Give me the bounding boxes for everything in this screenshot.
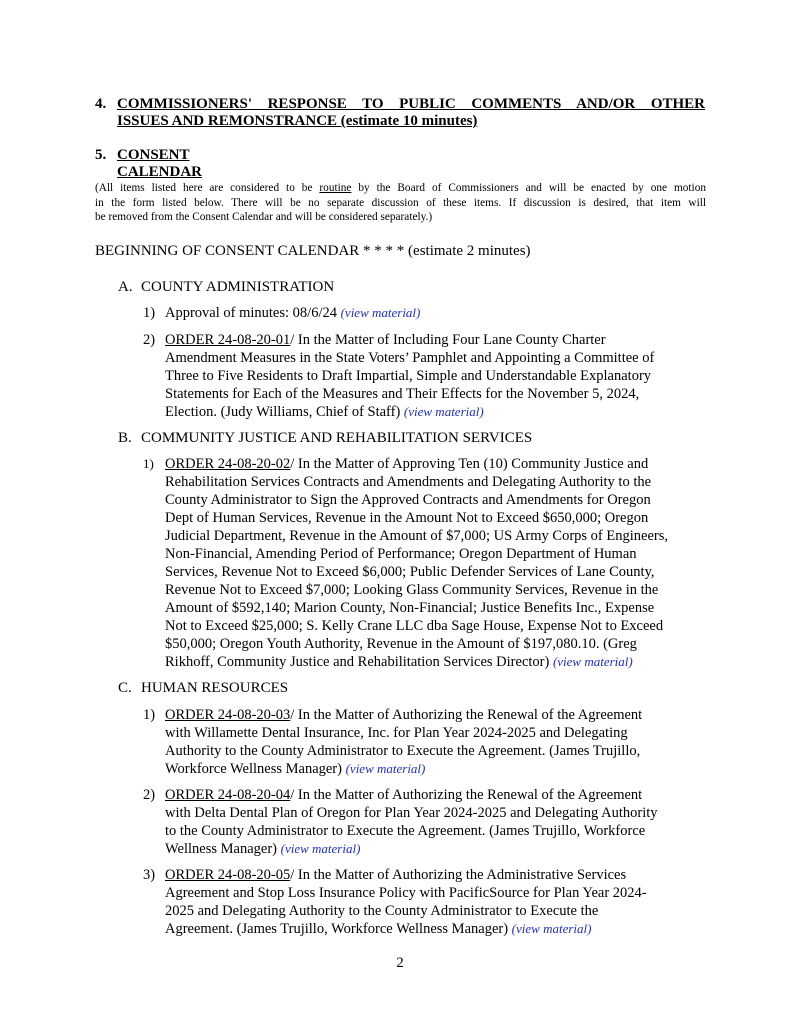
order-number: ORDER 24-08-20-04 [165, 787, 291, 803]
view-material-link[interactable]: (view material) [340, 305, 421, 320]
section-5-title: CONSENT CALENDAR [117, 147, 203, 180]
section-4-title-line-2: ISSUES AND REMONSTRANCE (estimate 10 minutes) [117, 113, 478, 129]
agenda-item-a2: 2) ORDER 24-08-20-01/ In the Matter of Including Four Lane County Charter Amendment Measures in the State Voters’ Pamphlet and Appointing a Committee of Three to Five Residents to Draft Impartial, Simple and Understandable Explanatory Statements for Each of the Measures and Their Effects for the November 5, 2024, Election. (Judy Williams, Chief of Staff) (view material) [143, 332, 655, 420]
section-4-title-line-1: COMMISSIONERS' RESPONSE TO PUBLIC COMMENTS AND/OR OTHER [117, 96, 705, 112]
view-material-link[interactable]: (view material) [280, 841, 361, 856]
order-number: ORDER 24-08-20-03 [165, 707, 291, 723]
category-county-administration: A. COUNTY ADMINISTRATION [118, 279, 335, 295]
view-material-link[interactable]: (view material) [552, 654, 633, 669]
page-number: 2 [396, 955, 404, 971]
agenda-item-c2: 2) ORDER 24-08-20-04/ In the Matter of Authorizing the Renewal of the Agreement with Delta Dental Plan of Oregon for Plan Year 2024-2025 and Delegating Authority to the County Administrator to Execute the Agreement. (James Trujillo, Workforce Wellness Manager) (view material) [143, 787, 658, 857]
section-5-number: 5. [95, 147, 107, 163]
view-material-link[interactable]: (view material) [345, 761, 426, 776]
view-material-link[interactable]: (view material) [403, 404, 484, 419]
category-human-resources: C. HUMAN RESOURCES [118, 680, 289, 696]
routine-underline: routine [319, 182, 352, 194]
category-community-justice: B. COMMUNITY JUSTICE AND REHABILITATION SERVICES [118, 430, 533, 446]
order-number: ORDER 24-08-20-05 [165, 867, 291, 883]
section-4-number: 4. [95, 96, 107, 112]
order-number: ORDER 24-08-20-02 [165, 456, 291, 472]
beginning-consent-calendar: BEGINNING OF CONSENT CALENDAR * * * * (estimate 2 minutes) [95, 243, 531, 259]
agenda-item-a1: 1) Approval of minutes: 08/6/24 (view material) [143, 305, 421, 321]
order-number: ORDER 24-08-20-01 [165, 332, 291, 348]
agenda-item-c1: 1) ORDER 24-08-20-03/ In the Matter of Authorizing the Renewal of the Agreement with Willamette Dental Insurance, Inc. for Plan Year 2024-2025 and Delegating Authority to the County Administrator to Execute the Agreement. (James Trujillo, Workforce Wellness Manager) (view material) [143, 707, 643, 777]
agenda-item-b1: 1) ORDER 24-08-20-02/ In the Matter of Approving Ten (10) Community Justice and Rehabilitation Services Contracts and Amendments and Delegating Authority to the County Administrator to Sign the Approved Contracts and Amendments for Oregon Dept of Human Services, Revenue in the Amount Not to Exceed $650,000; Oregon Judicial Department, Revenue in the Amount of $7,000; US Army Corps of Engineers, Non-Financial, Amending Period of Performance; Oregon Department of Human Services, Revenue Not to Exceed $6,000; Public Defender Services of Lane County, Revenue Not to Exceed $7,000; Looking Glass Community Services, Revenue in the Amount of $592,140; Marion County, Non-Financial; Justice Benefits Inc., Expense Not to Exceed $25,000; S. Kelly Crane LLC dba Sage House, Expense Not to Exceed $50,000; Oregon Youth Authority, Revenue in the Amount of $197,080.10. (Greg Rikhoff, Community Justice and Rehabilitation Services Director) (view material) [143, 456, 668, 670]
view-material-link[interactable]: (view material) [511, 921, 592, 936]
agenda-item-c3: 3) ORDER 24-08-20-05/ In the Matter of Authorizing the Administrative Services Agreement and Stop Loss Insurance Policy with PacificSource for Plan Year 2024- 2025 and Delegating Authority to the County Administrator to Execute the Agreement. (James Trujillo, Workforce Wellness Manager) (view material) [143, 867, 647, 937]
consent-note: (All items listed here are considered to be routine by the Board of Commissioners and will be enacted by one motion in the form listed below. There will be no separate discussion of these items. If discussion is desired, that item will be removed from the Consent Calendar and will be considered separately.) [95, 182, 706, 224]
